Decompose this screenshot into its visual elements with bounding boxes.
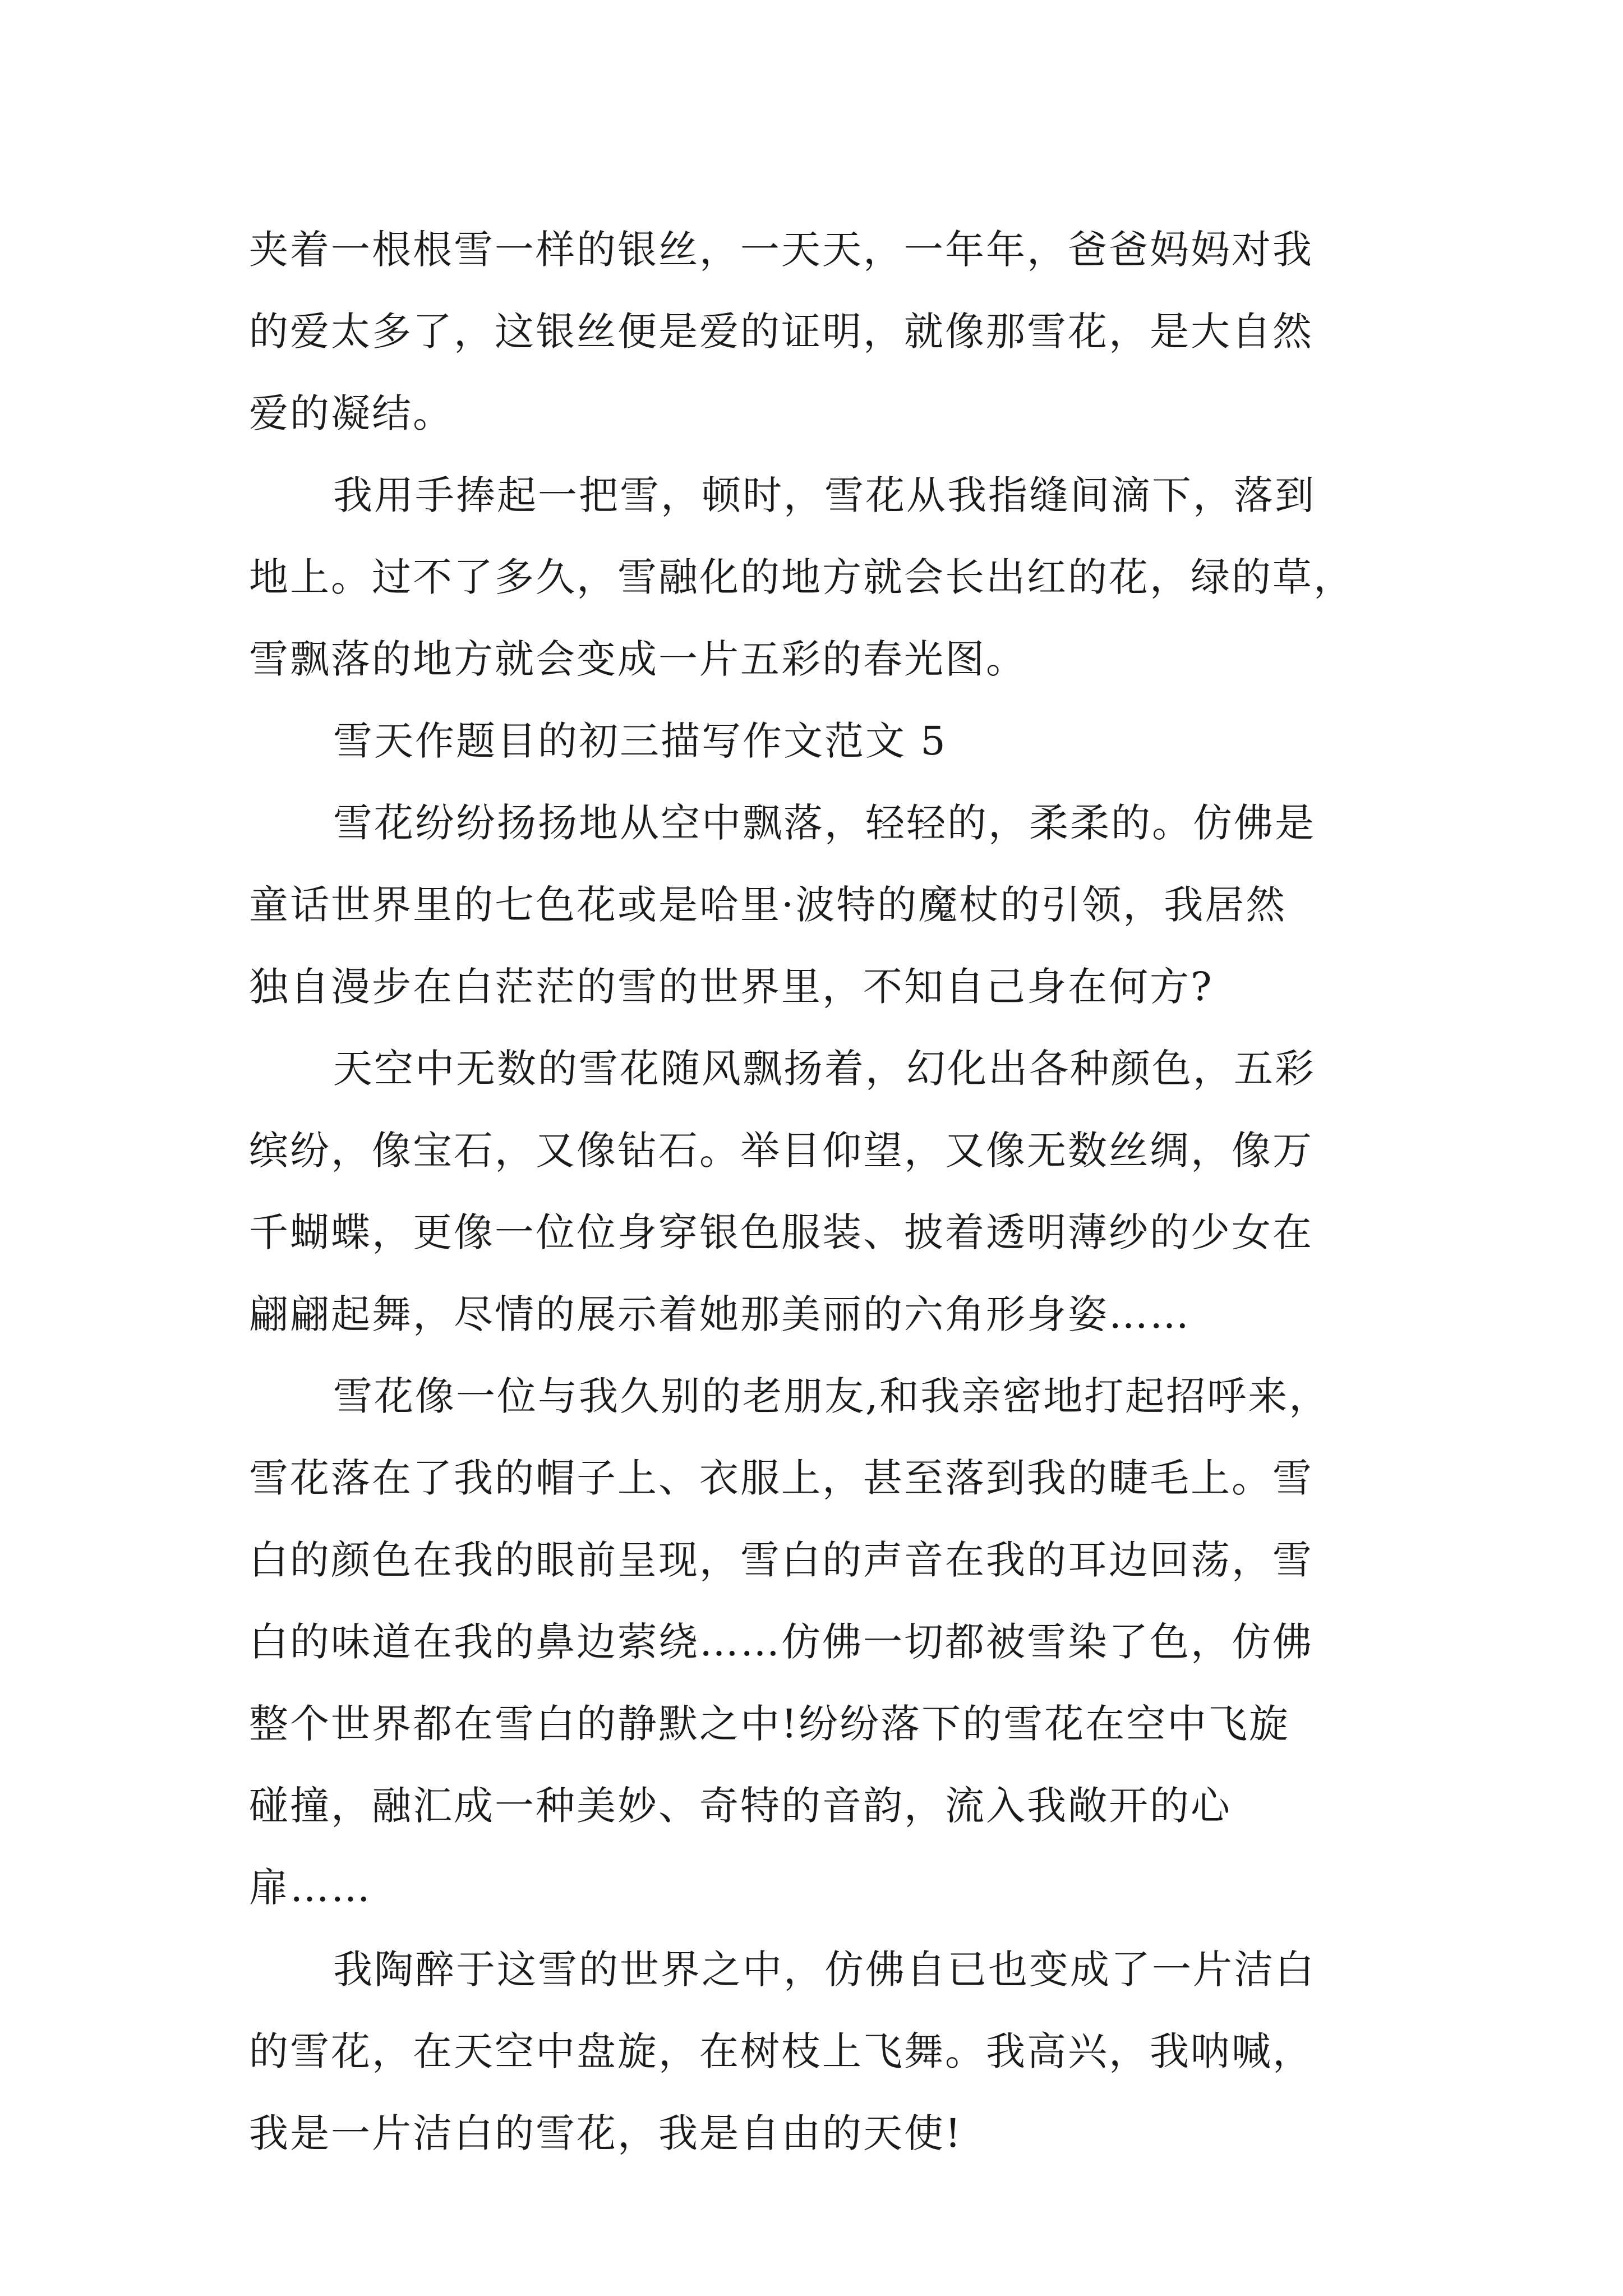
paragraph-first-line: 天空中无数的雪花随风飘扬着，幻化出各种颜色，五彩 <box>333 1046 1316 1092</box>
text-line: 碰撞，融汇成一种美妙、奇特的音韵，流入我敞开的心 <box>249 1783 1232 1829</box>
paragraph-first-line: 我用手捧起一把雪，顿时，雪花从我指缝间滴下，落到 <box>333 472 1316 518</box>
text-line: 地上。过不了多久，雪融化的地方就会长出红的花，绿的草， <box>249 554 1354 600</box>
text-line: 童话世界里的七色花或是哈里·波特的魔杖的引领，我居然 <box>249 882 1287 928</box>
text-line: 独自漫步在白茫茫的雪的世界里，不知自己身在何方? <box>249 964 1214 1010</box>
paragraph-first-line: 雪花像一位与我久别的老朋友,和我亲密地打起招呼来， <box>333 1373 1330 1419</box>
text-line: 千蝴蝶，更像一位位身穿银色服装、披着透明薄纱的少女在 <box>249 1209 1313 1255</box>
text-line: 雪花落在了我的帽子上、衣服上，甚至落到我的睫毛上。雪 <box>249 1455 1313 1501</box>
text-line: 的雪花，在天空中盘旋，在树枝上飞舞。我高兴，我呐喊， <box>249 2028 1313 2074</box>
text-line: 雪飘落的地方就会变成一片五彩的春光图。 <box>249 636 1027 682</box>
section-heading: 雪天作题目的初三描写作文范文 5 <box>333 718 947 764</box>
text-line: 白的颜色在我的眼前呈现，雪白的声音在我的耳边回荡，雪 <box>249 1537 1313 1583</box>
text-line: 扉…… <box>249 1865 372 1911</box>
text-line: 翩翩起舞，尽情的展示着她那美丽的六角形身姿…… <box>249 1291 1191 1337</box>
text-line: 整个世界都在雪白的静默之中!纷纷落下的雪花在空中飞旋 <box>249 1701 1290 1747</box>
text-line: 夹着一根根雪一样的银丝，一天天，一年年，爸爸妈妈对我 <box>249 227 1313 273</box>
paragraph-first-line: 我陶醉于这雪的世界之中，仿佛自已也变成了一片洁白 <box>333 1947 1316 1993</box>
document-body <box>249 209 1393 2174</box>
text-line: 缤纷，像宝石，又像钻石。举目仰望，又像无数丝绸，像万 <box>249 1128 1313 1174</box>
text-line: 我是一片洁白的雪花，我是自由的天使! <box>249 2110 963 2156</box>
text-line: 的爱太多了，这银丝便是爱的证明，就像那雪花，是大自然 <box>249 309 1313 355</box>
text-line: 白的味道在我的鼻边萦绕……仿佛一切都被雪染了色，仿佛 <box>249 1619 1313 1665</box>
text-line: 爱的凝结。 <box>249 390 454 436</box>
paragraph-first-line: 雪花纷纷扬扬地从空中飘落，轻轻的，柔柔的。仿佛是 <box>333 800 1316 846</box>
